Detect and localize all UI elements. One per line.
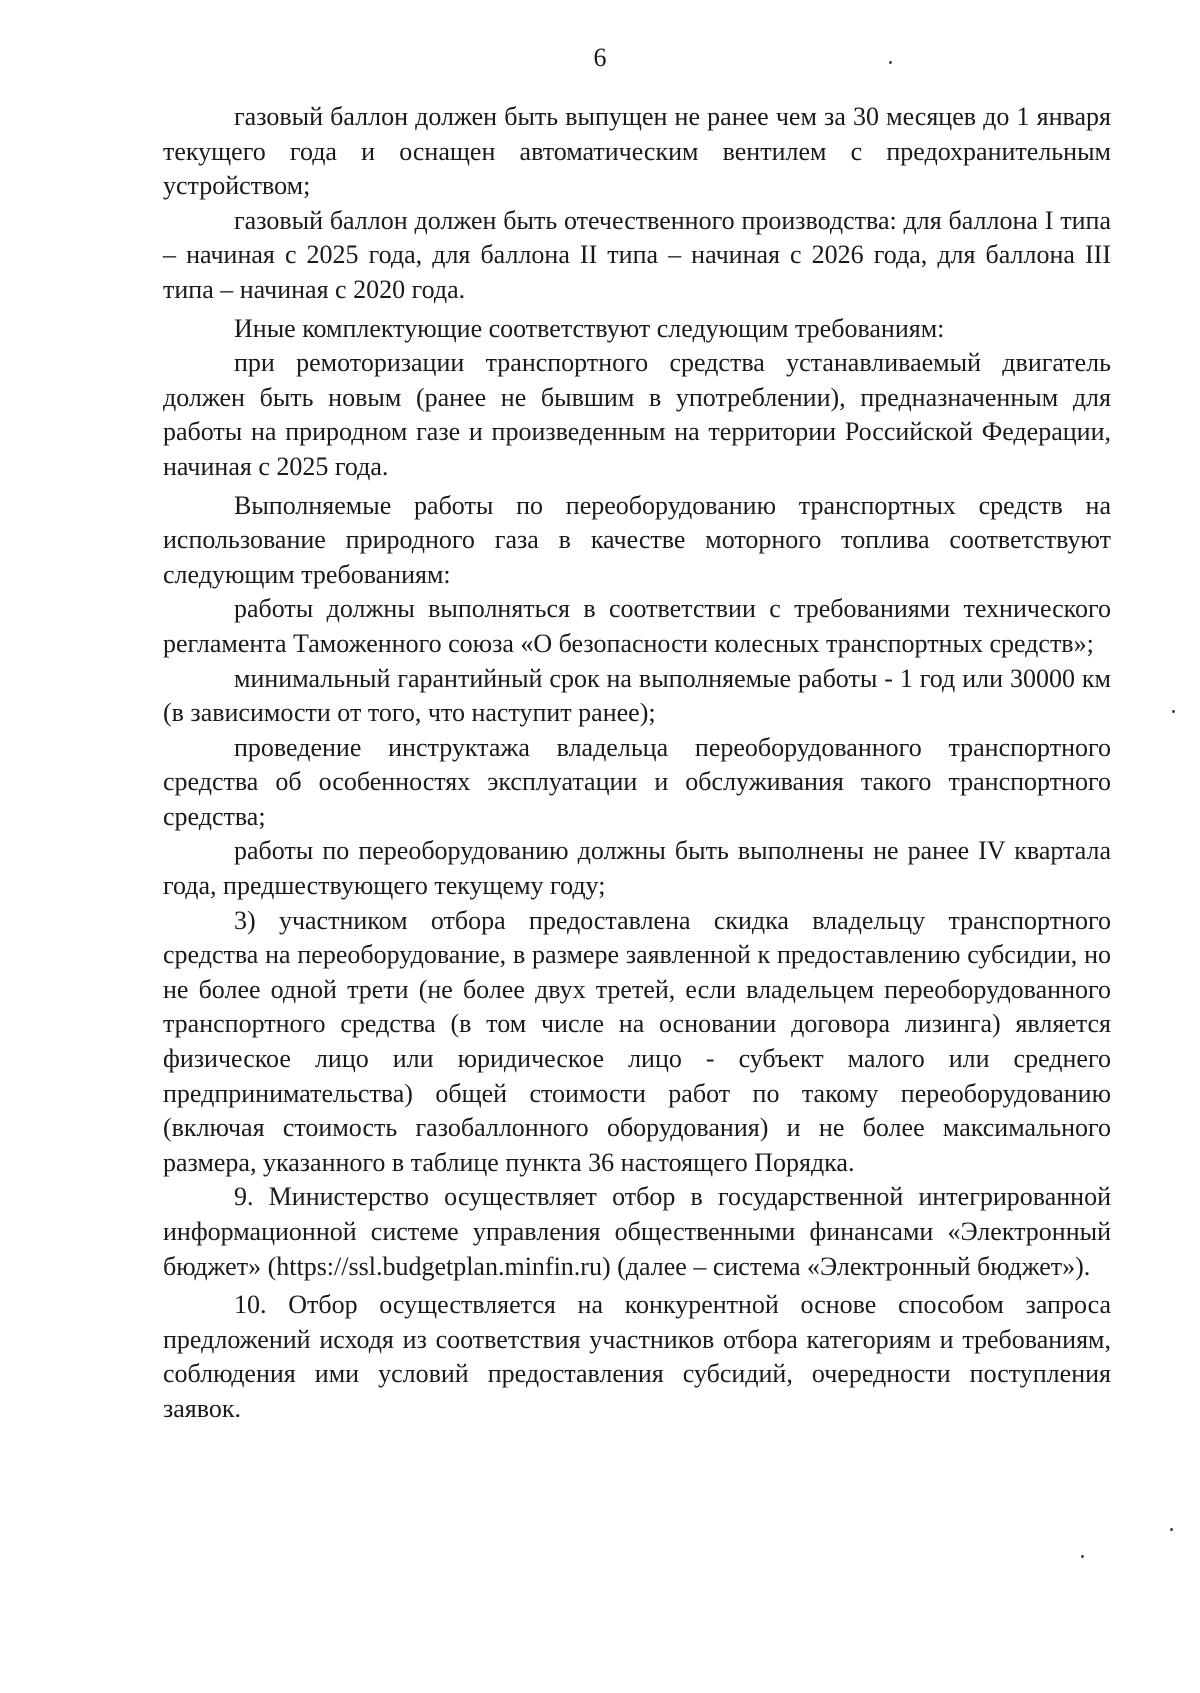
paragraph-warranty: минимальный гарантийный срок на выполняемые работы - 1 год или 30000 км (в зависимости от того, что наступит ранее);	[163, 663, 1111, 728]
scan-speck	[1172, 710, 1175, 713]
paragraph-item-10: 10. Отбор осуществляется на конкурентной основе способом запроса предложений исходя из соответствия участников отбора категориям и требованиям, соблюдения ими условий предоставления субсидий, очередности поступления заявок.	[163, 1290, 1111, 1423]
paragraph-gas-cylinder-origin: газовый баллон должен быть отечественного производства: для баллона I типа – начиная с 2025 года, для баллона II типа – начиная с 2026 года, для баллона III типа – начиная с 2020 года.	[163, 205, 1111, 304]
paragraph-item-9: 9. Министерство осуществляет отбор в государственной интегрированной информационной системе управления общественными финансами «Электронный бюджет» (https://ssl.budgetplan.minfin.ru) (далее – система «Электронный бюджет»).	[163, 1182, 1111, 1281]
paragraph-conversion-works: Выполняемые работы по переоборудованию транспортных средств на использование природного газа в качестве моторного топлива соответствуют следующим требованиям:	[163, 490, 1111, 589]
scan-speck	[1170, 1528, 1173, 1531]
paragraph-gas-cylinder-age: газовый баллон должен быть выпущен не ранее чем за 30 месяцев до 1 января текущего года и оснащен автоматическим вентилем с предохранительным устройством;	[163, 102, 1111, 201]
paragraph-technical-regulation: работы должны выполняться в соответствии с требованиями технического регламента Таможенного союза «О безопасности колесных транспортных средств»;	[163, 594, 1111, 658]
document-body	[163, 100, 1111, 1427]
page-number: 6	[593, 43, 607, 72]
paragraph-owner-briefing: проведение инструктажа владельца переоборудованного транспортного средства об особенностях эксплуатации и обслуживания такого транспортного средства;	[163, 732, 1111, 831]
paragraph-other-components: Иные комплектующие соответствуют следующим требованиям:	[234, 313, 945, 343]
paragraph-remotorization: при ремоторизации транспортного средства устанавливаемый двигатель должен быть новым (ранее не бывшим в употреблении), предназначенным для работы на природном газе и произведенным на территории Российской Федерации, начиная с 2025 года.	[163, 348, 1111, 481]
paragraph-discount: 3) участником отбора предоставлена скидка владельцу транспортного средства на переоборудование, в размере заявленной к предоставлению субсидии, но не более одной трети (не более двух третей, если владельцем переоборудованного транспортного средства (в том числе на основании договора лизинга) является физическое лицо или юридическое лицо - субъект малого или среднего предпринимательства) общей стоимости работ по такому переоборудованию (включая стоимость газобаллонного оборудования) и не более максимального размера, указанного в таблице пункта 36 настоящего Порядка.	[163, 905, 1111, 1177]
paragraph-works-period: работы по переоборудованию должны быть выполнены не ранее IV квартала года, предшествующего текущему году;	[163, 836, 1111, 901]
scan-speck	[1081, 1555, 1084, 1558]
scan-speck	[889, 61, 892, 64]
